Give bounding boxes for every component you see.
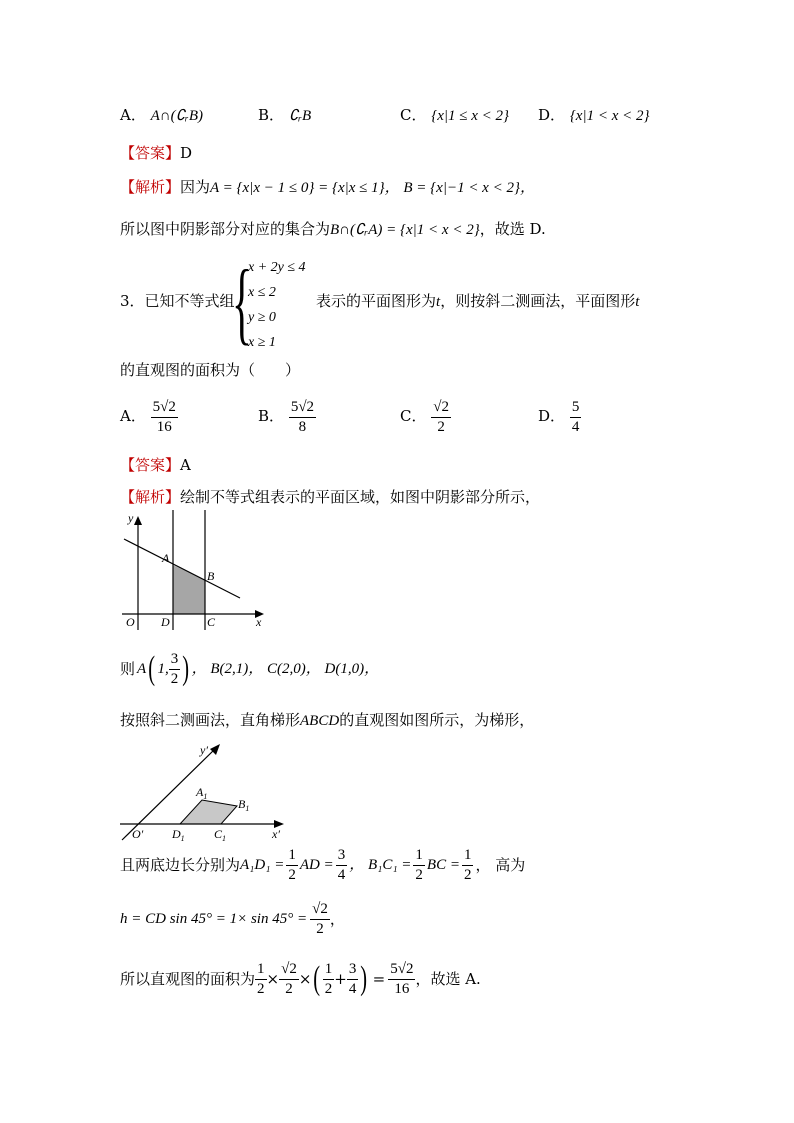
oblique-trapezoid: [180, 800, 237, 824]
fraction: [286, 847, 298, 883]
option-letter: B．: [258, 106, 285, 124]
coordinate-fraction: [169, 651, 181, 687]
option-expression: {x|1 < x < 2}: [569, 108, 650, 124]
option-fraction: [289, 399, 316, 435]
option-fraction: [570, 399, 582, 435]
denominator: 2: [437, 418, 445, 435]
answer-value: A: [180, 456, 191, 474]
denominator: 8: [298, 418, 307, 435]
points-line: [120, 650, 379, 688]
numerator: √2: [310, 901, 330, 920]
point-name: A: [137, 660, 147, 677]
numerator: 5√2: [388, 961, 415, 980]
q3-analysis-line1: [120, 490, 540, 505]
option-expression: A∩(∁ᵣB): [150, 108, 204, 124]
inequality: x + 2y ≤ 4: [248, 260, 306, 275]
operator: ×: [298, 969, 312, 988]
numerator: 1: [286, 847, 298, 866]
option-expression: {x|1 ≤ x < 2}: [431, 108, 510, 124]
numerator: 3: [347, 961, 359, 980]
inequality: x ≤ 2: [248, 285, 276, 300]
point-d-label: D: [161, 615, 170, 629]
q2-analysis-line1: [120, 180, 535, 196]
analysis-tag: 【解析】: [120, 488, 181, 506]
fraction: [413, 847, 425, 883]
fraction: [462, 847, 474, 883]
math-expression: BC =: [426, 856, 460, 873]
text: 因为: [180, 178, 211, 196]
math-expression: ， B₁C₁ =: [349, 856, 412, 873]
system-brace: {: [232, 251, 252, 353]
denominator: 16: [156, 418, 172, 435]
q3-option-a: [120, 399, 178, 435]
origin-prime-label: O′: [132, 827, 144, 841]
right-paren: ): [182, 650, 190, 687]
q2-option-c: [400, 108, 509, 124]
answer-tag: 【答案】: [120, 456, 181, 474]
y-prime-label: y′: [200, 743, 208, 757]
oblique-line: [120, 713, 534, 729]
coordinate: 1,: [157, 660, 169, 677]
option-fraction: [151, 399, 178, 435]
option-letter: D．: [538, 407, 566, 425]
numerator: 1: [323, 961, 335, 980]
point-a1-label: $A_1$: [196, 785, 208, 801]
text: ，: [329, 909, 345, 928]
area-line: [120, 958, 481, 1000]
inequality-system: [248, 261, 306, 350]
denominator: 4: [348, 980, 357, 997]
option-letter: C．: [400, 407, 427, 425]
y-prime-arrow: [210, 744, 220, 755]
option-expression: ∁ᵣB: [288, 108, 312, 124]
denominator: 2: [170, 670, 179, 687]
numerator: 1: [413, 847, 425, 866]
fraction: [310, 901, 330, 937]
text: 表示的平面图形为: [316, 292, 437, 310]
x-prime-label: x′: [272, 827, 280, 841]
denominator: 2: [316, 920, 324, 937]
denominator: 4: [571, 418, 580, 435]
math-expression: A = {x|x − 1 ≤ 0} = {x|x ≤ 1}， B = {x|−1 < x < 2}，: [210, 180, 535, 196]
q3-stem-line2: 的直观图的面积为（ ）: [120, 361, 301, 379]
text: ，故选 D.: [479, 220, 546, 238]
variable: t: [436, 294, 441, 310]
denominator: 2: [463, 866, 472, 883]
fraction: [323, 961, 335, 997]
text: 且两底边长分别为: [120, 855, 241, 874]
fraction: [336, 847, 348, 883]
analysis-tag: 【解析】: [120, 178, 181, 196]
option-letter: A．: [120, 106, 146, 124]
denominator: 2: [257, 980, 265, 997]
origin-label: O: [126, 615, 135, 629]
option-letter: D．: [538, 106, 566, 124]
q3-option-d: [538, 399, 581, 435]
point-c-label: C: [207, 615, 216, 629]
q3-option-b: [258, 399, 316, 435]
option-letter: A．: [120, 407, 146, 425]
numerator: 3: [336, 847, 348, 866]
point-a-label: A: [162, 551, 170, 565]
option-letter: B．: [258, 407, 285, 425]
text: 绘制不等式组表示的平面区域，如图中阴影部分所示，: [180, 488, 541, 506]
math-expression: B∩(∁ᵣA) = {x|1 < x < 2}: [330, 222, 480, 238]
numerator: 5√2: [289, 399, 316, 418]
q2-answer: [120, 146, 192, 161]
denominator: 2: [324, 980, 333, 997]
variable: t: [635, 294, 640, 310]
fraction: [388, 961, 415, 997]
q2-option-d: [538, 108, 650, 124]
fraction: [279, 961, 299, 997]
denominator: 2: [415, 866, 423, 883]
text: 所以图中阴影部分对应的集合为: [120, 220, 331, 238]
text: ， 高为: [475, 855, 526, 874]
oblique-figure: [118, 738, 288, 842]
answer-value: D: [180, 144, 193, 162]
option-letter: C．: [400, 106, 427, 124]
y-axis-arrow: [134, 516, 142, 525]
text: 则: [120, 659, 136, 678]
region-figure: [118, 508, 268, 632]
left-paren: (: [313, 960, 321, 997]
point-b1-label: $B_1$: [238, 797, 250, 813]
point-b-label: B: [207, 569, 215, 583]
numerator: 3: [169, 651, 181, 670]
left-paren: (: [148, 650, 156, 687]
fraction: [347, 961, 359, 997]
operator: =: [372, 969, 386, 988]
x-axis-label: x: [256, 615, 262, 629]
bases-line: [120, 847, 525, 883]
inequality: x ≥ 1: [248, 335, 276, 350]
right-paren: ): [360, 960, 368, 997]
math-expression: A₁D₁ =: [240, 856, 285, 873]
numerator: √2: [279, 961, 299, 980]
numerator: 1: [255, 961, 267, 980]
text: ，故选 A.: [415, 969, 481, 988]
coordinates: ， B(2,1)， C(2,0)， D(1,0)，: [191, 660, 380, 677]
text: ，则按斜二测画法，平面图形: [440, 292, 636, 310]
numerator: 1: [462, 847, 474, 866]
inequality: y ≥ 0: [248, 310, 276, 325]
q3-answer: [120, 458, 191, 473]
numerator: 5√2: [151, 399, 178, 418]
q3-stem-prefix: 3．已知不等式组: [120, 292, 235, 310]
height-line: [120, 899, 345, 939]
denominator: 2: [285, 980, 293, 997]
q3-stem-middle: [316, 294, 639, 310]
q2-analysis-line2: [120, 222, 546, 238]
q3-option-c: [400, 399, 451, 435]
text: 所以直观图的面积为: [120, 969, 256, 988]
numerator: √2: [431, 399, 451, 418]
math-expression: h = CD sin 45° = 1× sin 45° =: [120, 910, 308, 927]
text: 按照斜二测画法，直角梯形: [120, 711, 301, 729]
denominator: 4: [337, 866, 346, 883]
denominator: 2: [288, 866, 296, 883]
option-fraction: [431, 399, 451, 435]
point-c1-label: $C_1$: [214, 827, 227, 842]
numerator: 5: [570, 399, 582, 418]
shape-name: ABCD: [300, 713, 340, 729]
q2-option-a: [120, 108, 203, 124]
fraction: [255, 961, 267, 997]
answer-tag: 【答案】: [120, 144, 181, 162]
y-axis-label: y: [128, 511, 134, 525]
denominator: 16: [394, 980, 410, 997]
math-expression: AD =: [299, 856, 334, 873]
text: 的直观图如图所示，为梯形，: [339, 711, 535, 729]
operator: ×: [266, 969, 280, 988]
point-d1-label: $D_1$: [172, 827, 185, 842]
operator: +: [334, 969, 347, 988]
q2-option-b: [258, 108, 311, 124]
